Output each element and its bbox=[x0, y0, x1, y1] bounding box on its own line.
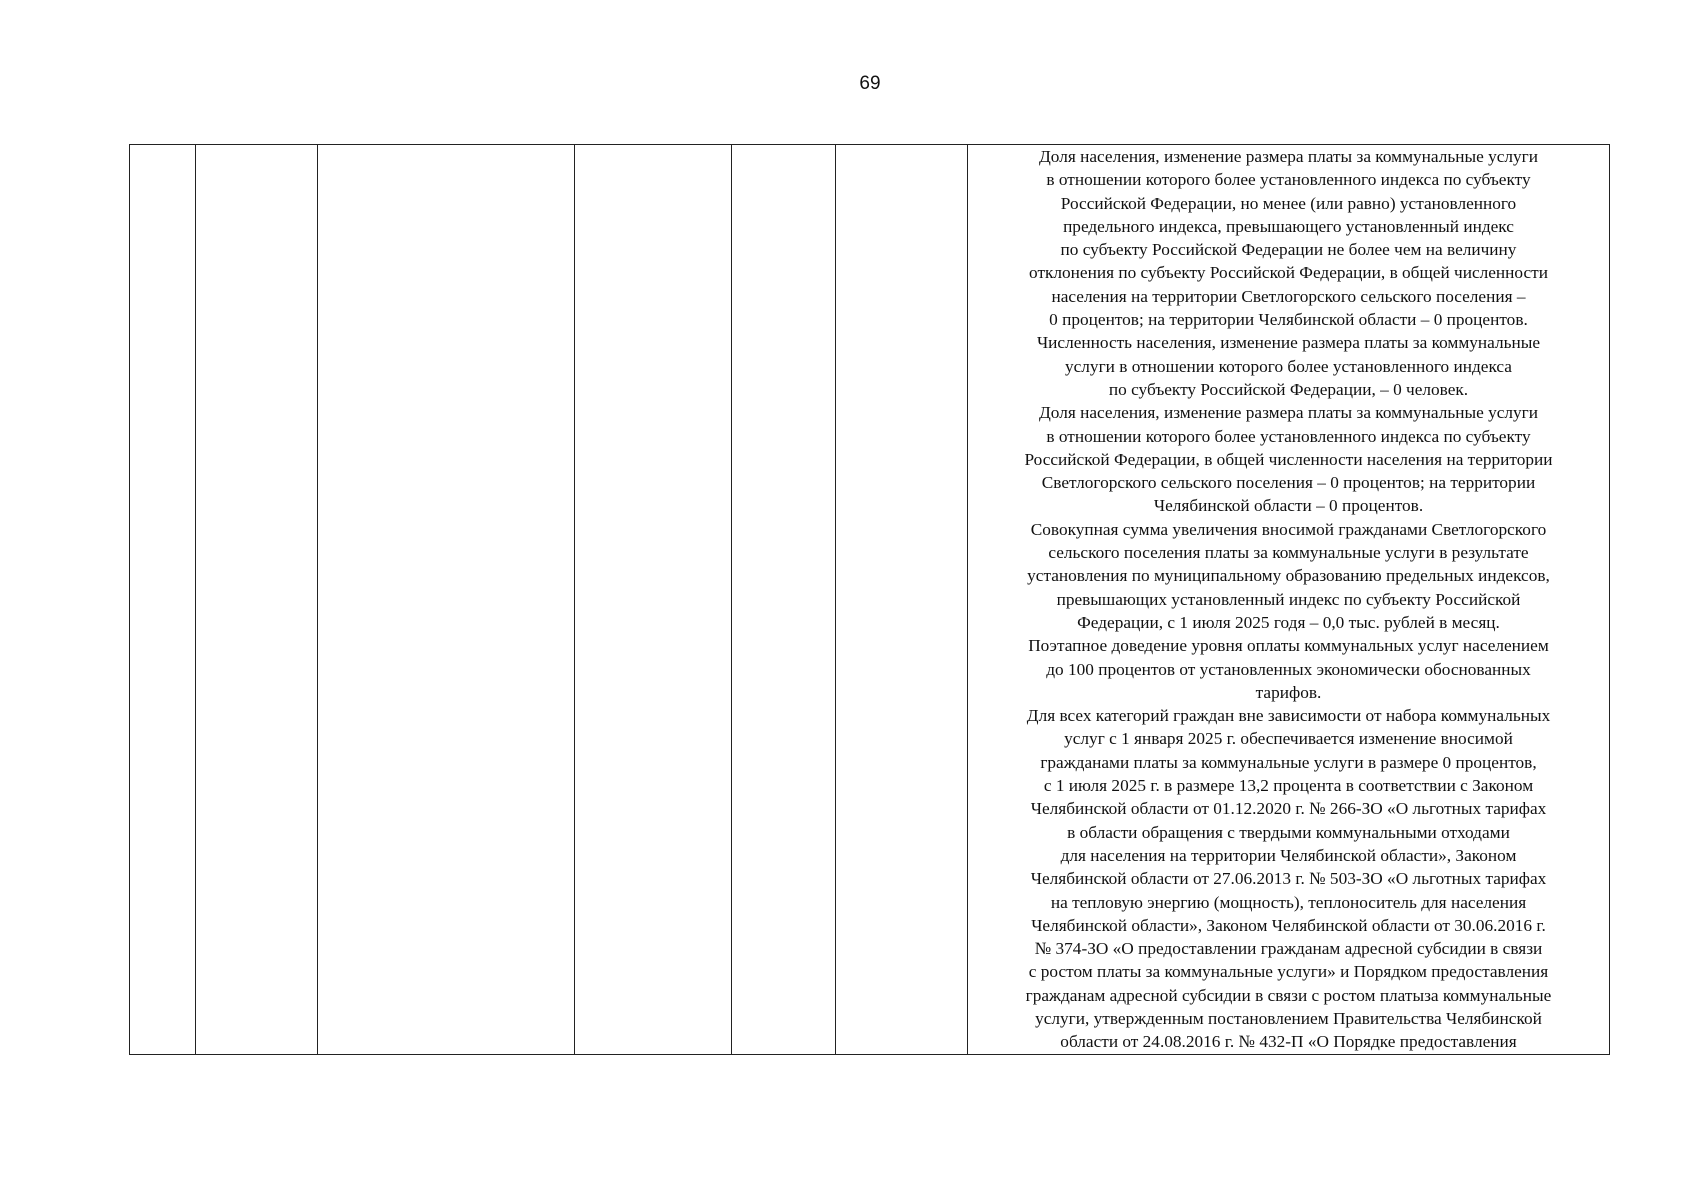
text-line: № 374-ЗО «О предоставлении гражданам адресной субсидии в связи bbox=[1034, 939, 1543, 959]
text-line: до 100 процентов от установленных экономически обоснованных bbox=[1046, 659, 1531, 679]
table-cell-col-6 bbox=[836, 145, 968, 1055]
text-line: Доля населения, изменение размера платы за коммунальные услуги bbox=[1039, 147, 1538, 166]
text-line: Федерации, с 1 июля 2025 годя – 0,0 тыс. рублей в месяц. bbox=[1077, 612, 1500, 632]
text-line: Российской Федерации, в общей численности населения на территории bbox=[1024, 449, 1553, 469]
table-cell-col-1 bbox=[130, 145, 196, 1055]
text-line: услуги, утвержденным постановлением Правительства Челябинской bbox=[1035, 1008, 1542, 1028]
table-cell-description bbox=[968, 145, 1610, 1055]
text-line: гражданам адресной субсидии в связи с ростом платыза коммунальные bbox=[1025, 985, 1552, 1005]
text-line: услуг с 1 января 2025 г. обеспечивается изменение вносимой bbox=[1064, 729, 1513, 749]
text-line: превышающих установленный индекс по субъекту Российской bbox=[1056, 589, 1521, 609]
table-cell-col-2 bbox=[196, 145, 318, 1055]
text-line: в отношении которого более установленного индекса по субъекту bbox=[1046, 426, 1531, 446]
table-row bbox=[130, 145, 1610, 1055]
text-line: для населения на территории Челябинской области», Законом bbox=[1060, 845, 1517, 865]
page-number: 69 bbox=[859, 73, 881, 94]
text-line: сельского поселения платы за коммунальные услуги в результате bbox=[1048, 543, 1529, 563]
table-cell-col-4 bbox=[575, 145, 732, 1055]
text-line: в отношении которого более установленного индекса по субъекту bbox=[1046, 170, 1531, 190]
text-line: с ростом платы за коммунальные услуги» и Порядком предоставления bbox=[1028, 962, 1549, 982]
text-line: отклонения по субъекту Российской Федерации, в общей численности bbox=[1029, 263, 1548, 283]
text-line: Совокупная сумма увеличения вносимой гражданами Светлогорского bbox=[1030, 519, 1547, 539]
text-line: на тепловую энергию (мощность), теплоноситель для населения bbox=[1050, 892, 1527, 912]
text-line: области от 24.08.2016 г. № 432-П «О Порядке предоставления bbox=[1060, 1032, 1517, 1052]
table-cell-col-3 bbox=[318, 145, 575, 1055]
text-line: Российской Федерации, но менее (или равно) установленного bbox=[1060, 193, 1517, 213]
text-line: Численность населения, изменение размера платы за коммунальные bbox=[1036, 333, 1541, 353]
text-line: Светлогорского сельского поселения – 0 процентов; на территории bbox=[1041, 473, 1536, 493]
text-line: Челябинской области – 0 процентов. bbox=[1153, 496, 1424, 516]
text-line: Поэтапное доведение уровня оплаты коммунальных услуг населением bbox=[1028, 636, 1549, 656]
text-line: по субъекту Российской Федерации, – 0 человек. bbox=[1108, 379, 1469, 399]
text-line: населения на территории Светлогорского сельского поселения – bbox=[1051, 286, 1526, 306]
text-line: с 1 июля 2025 г. в размере 13,2 процента в соответствии с Законом bbox=[1043, 776, 1534, 796]
text-line: предельного индекса, превышающего установленный индекс bbox=[1063, 216, 1514, 236]
text-line: установления по муниципальному образованию предельных индексов, bbox=[1027, 566, 1550, 586]
text-line: 0 процентов; на территории Челябинской области – 0 процентов. bbox=[1049, 310, 1528, 330]
text-line: Челябинской области от 01.12.2020 г. № 266-ЗО «О льготных тарифах bbox=[1030, 799, 1547, 819]
text-line: в области обращения с твердыми коммунальными отходами bbox=[1067, 822, 1510, 842]
text-line: гражданами платы за коммунальные услуги в размере 0 процентов, bbox=[1040, 752, 1537, 772]
text-line: услуги в отношении которого более установленного индекса bbox=[1065, 356, 1512, 376]
text-line: Челябинской области», Законом Челябинской области от 30.06.2016 г. bbox=[1031, 915, 1546, 935]
text-line: по субъекту Российской Федерации не более чем на величину bbox=[1060, 240, 1517, 260]
table-cell-col-5 bbox=[732, 145, 836, 1055]
text-line: Доля населения, изменение размера платы за коммунальные услуги bbox=[1039, 403, 1538, 423]
main-table bbox=[129, 144, 1610, 1055]
text-line: Челябинской области от 27.06.2013 г. № 503-ЗО «О льготных тарифах bbox=[1030, 869, 1547, 889]
text-line: Для всех категорий граждан вне зависимости от набора коммунальных bbox=[1026, 706, 1551, 726]
text-line: тарифов. bbox=[1255, 682, 1322, 702]
